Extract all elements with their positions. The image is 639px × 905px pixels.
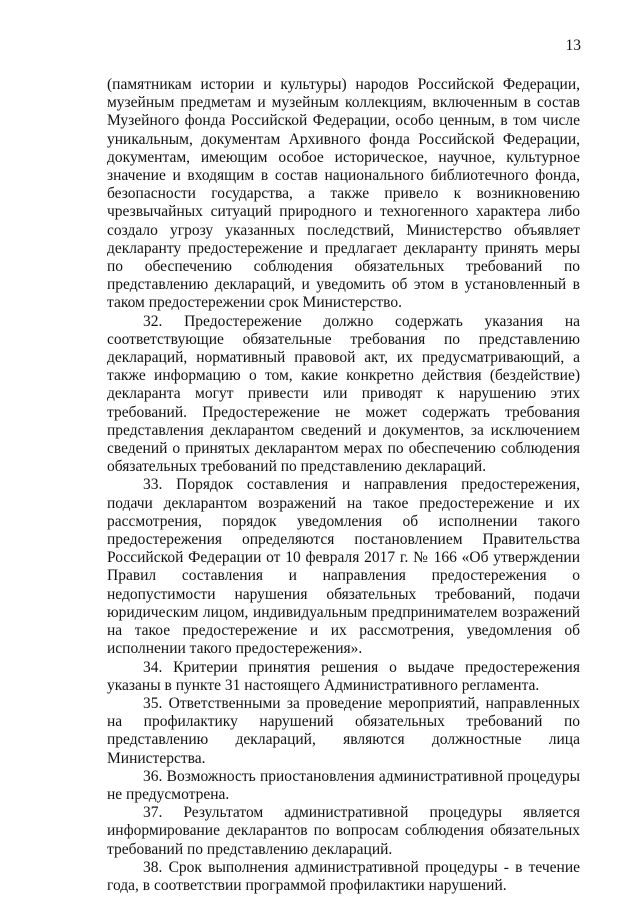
document-body — [107, 76, 580, 895]
paragraph-33: 33. Порядок составления и направления предостережения, подачи декларантом возражений на такое предостережение и их рассмотрения, порядок уведомления об исполнении такого предостережения определяются постановлением Правительства Российской Федерации от 10 февраля 2017 г. № 166 «Об утверждении Правил составления и направления предостережения о недопустимости нарушения обязательных требований, подачи юридическим лицом, индивидуальным предпринимателем возражений на такое предостережение и их рассмотрения, уведомления об исполнении такого предостережения». — [107, 476, 580, 658]
paragraph-37: 37. Результатом административной процедуры является информирование декларантов по вопросам соблюдения обязательных требований по представлению деклараций. — [107, 804, 580, 858]
paragraph-34: 34. Критерии принятия решения о выдаче предостережения указаны в пункте 31 настоящего Административного регламента. — [107, 658, 580, 694]
paragraph-38: 38. Срок выполнения административной процедуры - в течение года, в соответствии программой профилактики нарушений. — [107, 858, 580, 894]
page-number: 13 — [565, 37, 581, 54]
paragraph-35: 35. Ответственными за проведение мероприятий, направленных на профилактику нарушений обязательных требований по представлению деклараций, являются должностные лица Министерства. — [107, 694, 580, 767]
paragraph-32: 32. Предостережение должно содержать указания на соответствующие обязательные требования по представлению деклараций, нормативный правовой акт, их предусматривающий, а также информацию о том, какие конкретно действия (бездействие) декларанта могут привести или приводят к нарушению этих требований. Предостережение не может содержать требования представления декларантом сведений и документов, за исключением сведений о принятых декларантом мерах по обеспечению соблюдения обязательных требований по представлению деклараций. — [107, 312, 580, 476]
paragraph-36: 36. Возможность приостановления административной процедуры не предусмотрена. — [107, 767, 580, 803]
paragraph-continuation: (памятникам истории и культуры) народов Российской Федерации, музейным предметам и музейным коллекциям, включенным в состав Музейного фонда Российской Федерации, особо ценным, в том числе уникальным, документам Архивного фонда Российской Федерации, документам, имеющим особое историческое, научное, культурное значение и входящим в состав национального библиотечного фонда, безопасности государства, а также привело к возникновению чрезвычайных ситуаций природного и техногенного характера либо создало угрозу указанных последствий, Министерство объявляет декларанту предостережение и предлагает декларанту принять меры по обеспечению соблюдения обязательных требований по представлению деклараций, и уведомить об этом в установленный в таком предостережении срок Министерство. — [107, 76, 580, 312]
